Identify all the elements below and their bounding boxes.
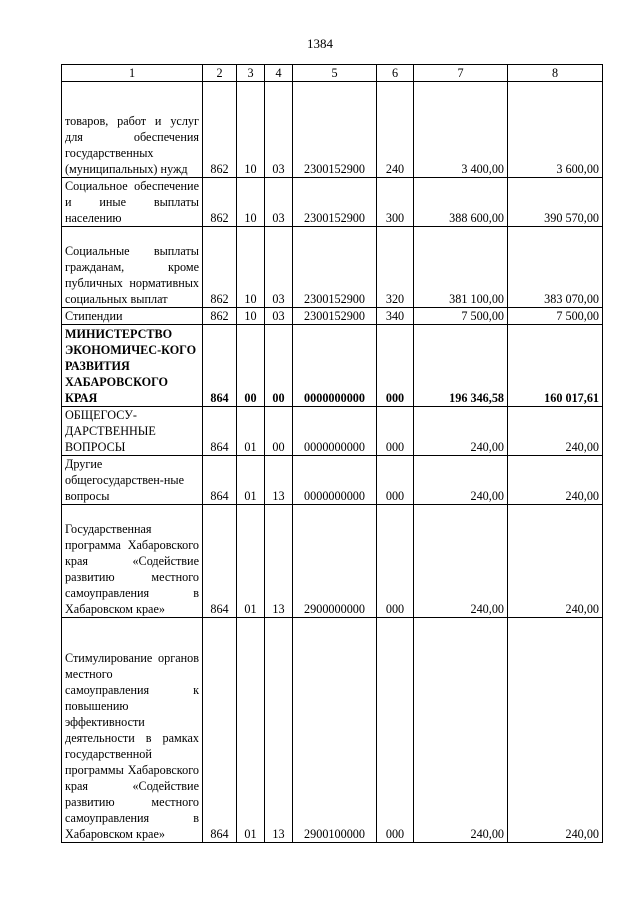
cell-target-article: 0000000000: [293, 456, 377, 505]
column-header: 8: [508, 65, 603, 82]
column-header: 7: [414, 65, 508, 82]
cell-subsection: 00: [265, 407, 293, 456]
page-number: 1384: [307, 36, 333, 51]
row-name: ОБЩЕГОСУ-ДАРСТВЕННЫЕ ВОПРОСЫ: [62, 407, 203, 456]
cell-ministry-code: 862: [203, 82, 237, 178]
cell-expense-type: 000: [377, 618, 414, 843]
row-name: Другие общегосударствен-ные вопросы: [62, 456, 203, 505]
cell-expense-type: 300: [377, 178, 414, 227]
cell-ministry-code: 864: [203, 325, 237, 407]
cell-ministry-code: 864: [203, 618, 237, 843]
cell-subsection: 13: [265, 618, 293, 843]
cell-subsection: 03: [265, 308, 293, 325]
cell-expense-type: 000: [377, 407, 414, 456]
cell-amount-1: 240,00: [414, 407, 508, 456]
cell-target-article: 2300152900: [293, 178, 377, 227]
cell-target-article: 2900000000: [293, 505, 377, 618]
table-row: [62, 325, 603, 407]
cell-section: 10: [237, 82, 265, 178]
cell-amount-2: 390 570,00: [508, 178, 603, 227]
cell-subsection: 13: [265, 456, 293, 505]
cell-subsection: 03: [265, 82, 293, 178]
cell-target-article: 2300152900: [293, 82, 377, 178]
cell-amount-2: 3 600,00: [508, 82, 603, 178]
cell-expense-type: 240: [377, 82, 414, 178]
cell-expense-type: 000: [377, 505, 414, 618]
cell-ministry-code: 864: [203, 407, 237, 456]
cell-amount-2: 240,00: [508, 407, 603, 456]
cell-expense-type: 320: [377, 227, 414, 308]
cell-target-article: 0000000000: [293, 407, 377, 456]
row-name: Стипендии: [62, 308, 203, 325]
cell-subsection: 00: [265, 325, 293, 407]
cell-section: 01: [237, 407, 265, 456]
cell-ministry-code: 864: [203, 505, 237, 618]
cell-amount-1: 388 600,00: [414, 178, 508, 227]
cell-section: 10: [237, 227, 265, 308]
table-row: [62, 227, 603, 308]
cell-target-article: 0000000000: [293, 325, 377, 407]
cell-section: 10: [237, 308, 265, 325]
table-row: [62, 308, 603, 325]
cell-amount-1: 240,00: [414, 618, 508, 843]
row-name: Стимулирование органов местного самоуправления к повышению эффективности деятельности в рамках государственной программы Хабаровского края «Содействие развитию местного самоуправления в Хабаровском крае»: [62, 618, 203, 843]
cell-expense-type: 340: [377, 308, 414, 325]
cell-amount-1: 196 346,58: [414, 325, 508, 407]
cell-ministry-code: 862: [203, 178, 237, 227]
cell-section: 01: [237, 618, 265, 843]
cell-amount-1: 240,00: [414, 505, 508, 618]
row-name: товаров, работ и услуг для обеспечения государственных (муниципальных) нужд: [62, 82, 203, 178]
column-header: 4: [265, 65, 293, 82]
row-name: Социальное обеспечение и иные выплаты населению: [62, 178, 203, 227]
cell-section: 01: [237, 456, 265, 505]
cell-amount-2: 240,00: [508, 505, 603, 618]
column-header: 1: [62, 65, 203, 82]
cell-amount-1: 381 100,00: [414, 227, 508, 308]
column-header: 2: [203, 65, 237, 82]
table-row: [62, 505, 603, 618]
cell-subsection: 03: [265, 227, 293, 308]
cell-expense-type: 000: [377, 325, 414, 407]
table-header-row: [62, 65, 603, 82]
cell-amount-1: 3 400,00: [414, 82, 508, 178]
cell-subsection: 13: [265, 505, 293, 618]
cell-ministry-code: 862: [203, 308, 237, 325]
cell-expense-type: 000: [377, 456, 414, 505]
cell-amount-2: 160 017,61: [508, 325, 603, 407]
cell-section: 00: [237, 325, 265, 407]
cell-section: 01: [237, 505, 265, 618]
cell-amount-2: 240,00: [508, 618, 603, 843]
row-name: Государственная программа Хабаровского края «Содействие развитию местного самоуправления в Хабаровском крае»: [62, 505, 203, 618]
column-header: 6: [377, 65, 414, 82]
cell-ministry-code: 862: [203, 227, 237, 308]
table-row: [62, 456, 603, 505]
cell-ministry-code: 864: [203, 456, 237, 505]
table-row: [62, 618, 603, 843]
row-name: МИНИСТЕРСТВО ЭКОНОМИЧЕС-КОГО РАЗВИТИЯ ХАБАРОВСКОГО КРАЯ: [62, 325, 203, 407]
cell-amount-1: 240,00: [414, 456, 508, 505]
cell-section: 10: [237, 178, 265, 227]
column-header: 3: [237, 65, 265, 82]
table-row: [62, 178, 603, 227]
column-header: 5: [293, 65, 377, 82]
cell-subsection: 03: [265, 178, 293, 227]
cell-amount-1: 7 500,00: [414, 308, 508, 325]
table-row: [62, 82, 603, 178]
cell-amount-2: 383 070,00: [508, 227, 603, 308]
table-row: [62, 407, 603, 456]
cell-target-article: 2300152900: [293, 227, 377, 308]
cell-amount-2: 240,00: [508, 456, 603, 505]
cell-amount-2: 7 500,00: [508, 308, 603, 325]
cell-target-article: 2300152900: [293, 308, 377, 325]
budget-table: [61, 64, 603, 843]
cell-target-article: 2900100000: [293, 618, 377, 843]
row-name: Социальные выплаты гражданам, кроме публичных нормативных социальных выплат: [62, 227, 203, 308]
